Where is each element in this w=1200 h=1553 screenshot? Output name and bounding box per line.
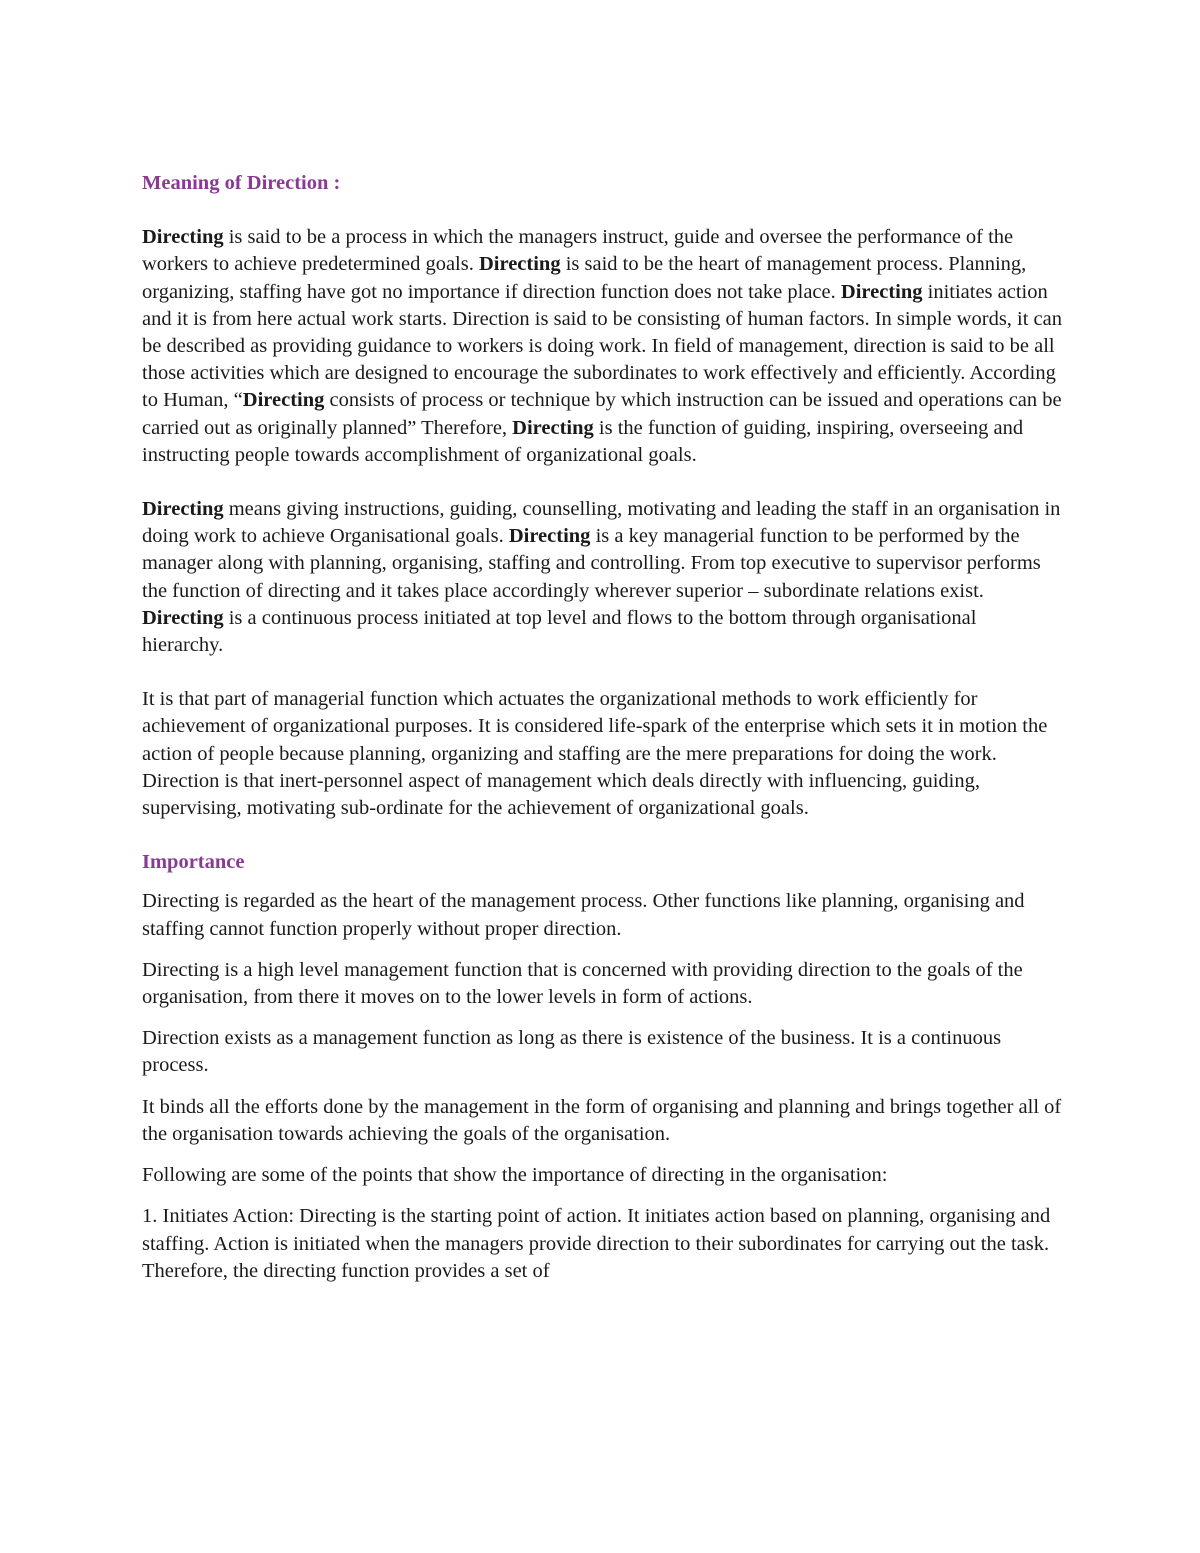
heading-meaning-of-direction: Meaning of Direction : (142, 172, 341, 194)
text-run: means giving instructions, guiding, counselling, motivating and leading the staff in an organisation in doing work to achieve Organisational goals. (142, 498, 1061, 548)
bold-term: Directing (142, 498, 224, 521)
paragraph-directing-definition (142, 224, 1062, 469)
text-run: initiates action and it is from here actual work starts. Direction is said to be consisting of human factors. In simple words, it can be described as providing guidance to workers is doing work. In field of management, direction is said to be all those activities which are designed to encourage the subordinates to work effectively and efficiently. According to Human, “ (142, 280, 1063, 412)
bold-term: Directing (512, 416, 594, 439)
text-run: is said to be a process in which the managers instruct, guide and oversee the performance of the workers to achieve predetermined goals. (142, 226, 1014, 276)
importance-paragraph: Directing is a high level management function that is concerned with providing direction to the goals of the organisation, from there it moves on to the lower levels in form of actions. (142, 958, 1023, 1009)
heading-importance: Importance (142, 851, 245, 874)
bold-term: Directing (142, 606, 224, 629)
text-run: is the function of guiding, inspiring, overseeing and instructing people towards accomplishment of organizational goals. (142, 416, 1024, 466)
importance-point-initiates-action: 1. Initiates Action: Directing is the starting point of action. It initiates action based on planning, organising and staffing. Action is initiated when the managers provide direction to their subordinates for carrying out the task. Therefore, the directing function provides a set of (142, 1205, 1051, 1282)
document-body (142, 170, 1062, 1285)
paragraph-directing-means (142, 496, 1062, 659)
paragraph-managerial-function: It is that part of managerial function which actuates the organizational methods to work efficiently for achievement of organizational purposes. It is considered life-spark of the enterprise which sets it in motion the action of people because planning, organizing and staffing are the mere preparations for doing the work. Direction is that inert-personnel aspect of management which deals directly with influencing, guiding, supervising, motivating sub-ordinate for the achievement of organizational goals. (142, 688, 1048, 820)
bold-term: Directing (840, 280, 923, 303)
bold-term: Directing (242, 389, 325, 412)
bold-term: Directing (508, 525, 591, 548)
text-run: is a continuous process initiated at top level and flows to the bottom through organisational hierarchy. (142, 606, 977, 657)
importance-paragraph: Directing is regarded as the heart of the management process. Other functions like planning, organising and staffing cannot function properly without proper direction. (142, 890, 1025, 940)
text-run: is said to be the heart of management process. Planning, organizing, staffing have got no importance if direction function does not take place. (142, 253, 1027, 303)
text-run: is a key managerial function to be performed by the manager along with planning, organising, staffing and controlling. From top executive to supervisor performs the function of directing and it takes place accordingly wherever superior – subordinate relations exist. (142, 525, 1041, 602)
importance-paragraph: Following are some of the points that show the importance of directing in the organisation: (142, 1164, 888, 1187)
importance-paragraph: It binds all the efforts done by the management in the form of organising and planning and brings together all of the organisation towards achieving the goals of the organisation. (142, 1095, 1062, 1145)
importance-paragraph: Direction exists as a management function as long as there is existence of the business. It is a continuous process. (142, 1027, 1002, 1077)
bold-term: Directing (478, 253, 561, 276)
bold-term: Directing (142, 226, 224, 249)
text-run: consists of process or technique by which instruction can be issued and operations can be carried out as originally planned” Therefore, (142, 389, 1062, 439)
